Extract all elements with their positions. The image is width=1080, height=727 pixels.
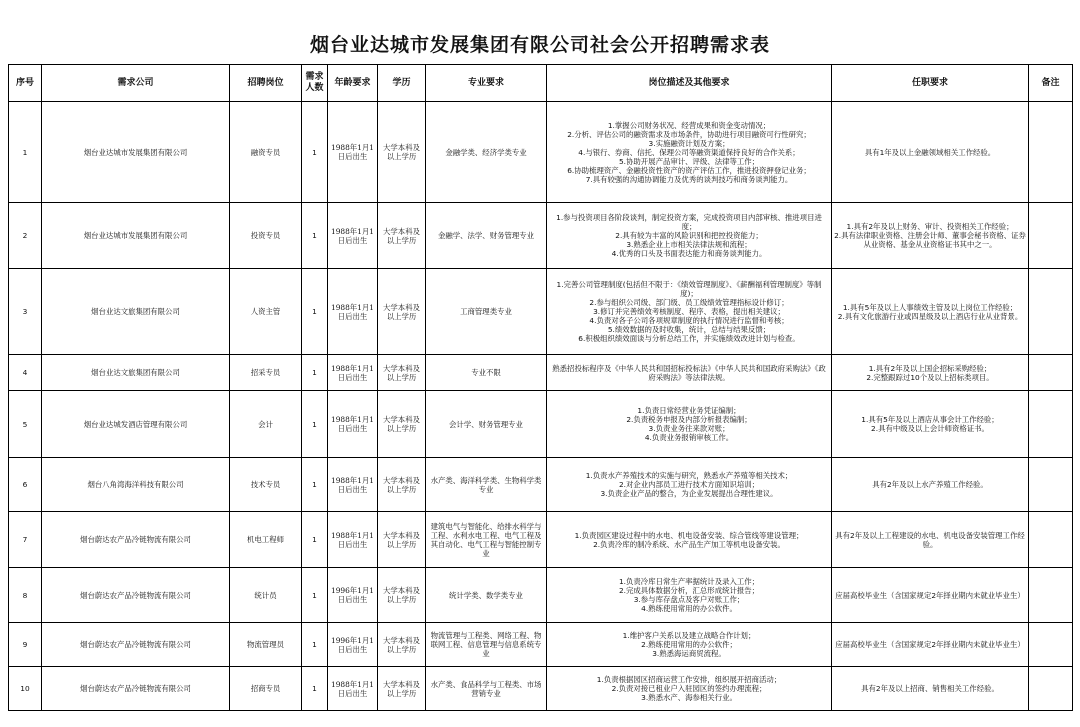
table-row xyxy=(9,458,1073,512)
row-age: 1988年1月1日后出生 xyxy=(328,458,378,512)
table-row xyxy=(9,391,1073,458)
header-age: 年龄要求 xyxy=(328,65,378,102)
row-count: 1 xyxy=(302,391,328,458)
row-education: 大学本科及以上学历 xyxy=(378,512,426,568)
row-count: 1 xyxy=(302,269,328,355)
description-line: 5.绩效数据的及时收集，统计，总结与结果反馈； xyxy=(607,325,771,334)
description-line: 6.协助梳理资产、金融投资性资产的资产评估工作，推进投资押登记业务； xyxy=(567,165,811,175)
row-company: 烟台业达文旅集团有限公司 xyxy=(42,355,230,391)
row-description xyxy=(547,355,832,391)
row-requirements xyxy=(832,391,1029,458)
row-count: 1 xyxy=(302,203,328,269)
header-remarks: 备注 xyxy=(1029,65,1073,102)
row-remarks xyxy=(1029,512,1073,568)
row-company: 烟台蔚达农产品冷链物流有限公司 xyxy=(42,667,230,711)
header-count: 需求人数 xyxy=(302,65,328,102)
row-age: 1988年1月1日后出生 xyxy=(328,667,378,711)
row-remarks xyxy=(1029,623,1073,667)
row-seq: 3 xyxy=(9,269,42,355)
description-line: 4.与银行、券商、信托、保理公司等融资渠道保持良好的合作关系； xyxy=(578,147,800,157)
row-company: 烟台业达城市发展集团有限公司 xyxy=(42,102,230,203)
row-description xyxy=(547,102,832,203)
row-education: 大学本科及以上学历 xyxy=(378,203,426,269)
requirement-line: 1.具有2年及以上国企招标采购经验； xyxy=(868,363,992,373)
row-requirements xyxy=(832,102,1029,203)
requirement-line: 2.具有文化旅游行业或四星级及以上酒店行业从业背景。 xyxy=(837,311,1023,321)
row-requirements xyxy=(832,568,1029,623)
row-company: 烟台业达城市发展集团有限公司 xyxy=(42,203,230,269)
row-position: 人资主管 xyxy=(230,269,302,355)
row-major: 工商管理类专业 xyxy=(426,269,547,355)
row-count: 1 xyxy=(302,623,328,667)
description-line: 4.负责业务报销审核工作。 xyxy=(644,433,734,442)
requirement-line: 具有2年及以上工程建设的水电、机电设备安装管理工作经验。 xyxy=(835,530,1025,549)
description-line: 1.负责园区建设过程中的水电、机电设备安装、综合管线等建设管理； xyxy=(574,530,804,540)
header-company: 需求公司 xyxy=(42,65,230,102)
table-row xyxy=(9,102,1073,203)
row-remarks xyxy=(1029,391,1073,458)
row-company: 烟台蔚达农产品冷链物流有限公司 xyxy=(42,623,230,667)
requirement-line: 应届高校毕业生（含国家规定2年择业期内未就业毕业生） xyxy=(835,590,1025,600)
row-education: 大学本科及以上学历 xyxy=(378,667,426,711)
row-seq: 9 xyxy=(9,623,42,667)
row-company: 烟台业达文旅集团有限公司 xyxy=(42,269,230,355)
row-requirements xyxy=(832,458,1029,512)
requirement-line: 1.具有2年及以上财务、审计、投资相关工作经验； xyxy=(846,222,1014,231)
row-major: 水产类、食品科学与工程类、市场营销专业 xyxy=(426,667,547,711)
requirement-line: 具有2年及以上招商、销售相关工作经验。 xyxy=(861,684,999,693)
table-body xyxy=(9,102,1073,711)
row-description xyxy=(547,568,832,623)
row-major: 物流管理与工程类、网络工程、物联网工程、信息管理与信息系统专业 xyxy=(426,623,547,667)
row-count: 1 xyxy=(302,458,328,512)
header-education: 学历 xyxy=(378,65,426,102)
row-education: 大学本科及以上学历 xyxy=(378,623,426,667)
row-age: 1988年1月1日后出生 xyxy=(328,203,378,269)
row-remarks xyxy=(1029,102,1073,203)
row-description xyxy=(547,512,832,568)
row-major: 统计学类、数学类专业 xyxy=(426,568,547,623)
table-row xyxy=(9,355,1073,391)
description-line: 2.负责冷库的制冷系统、水产品生产加工等机电设备安装。 xyxy=(593,539,785,549)
header-major: 专业要求 xyxy=(426,65,547,102)
description-line: 6.积极组织绩效面谈与分析总结工作，并实施绩效改进计划与检查。 xyxy=(578,334,800,343)
description-line: 1.完善公司管理制度(包括但不限于：《绩效管理制度》、《薪酬福利管理制度》等制度)； xyxy=(556,280,822,298)
description-line: 1.负责冷库日常生产率据统计及录入工作； xyxy=(618,577,760,586)
row-description xyxy=(547,203,832,269)
row-seq: 4 xyxy=(9,355,42,391)
requirement-line: 2.具有中级及以上会计师资格证书。 xyxy=(871,424,989,433)
row-requirements xyxy=(832,203,1029,269)
description-line: 2.分析、评估公司的融资需求及市场条件，协助进行项目融资可行性研究； xyxy=(567,129,811,139)
row-age: 1988年1月1日后出生 xyxy=(328,102,378,203)
row-count: 1 xyxy=(302,512,328,568)
row-major: 建筑电气与智能化、给排水科学与工程、水利水电工程、电气工程及其自动化、电气工程与智能控制专业 xyxy=(426,512,547,568)
row-age: 1988年1月1日后出生 xyxy=(328,512,378,568)
row-company: 烟台蔚达农产品冷链物流有限公司 xyxy=(42,512,230,568)
description-line: 3.负责业务往来款对账； xyxy=(648,424,730,433)
description-line: 4.优秀的口头及书面表达能力和商务谈判能力。 xyxy=(611,249,767,258)
row-education: 大学本科及以上学历 xyxy=(378,269,426,355)
table-row xyxy=(9,568,1073,623)
description-line: 1.维护客户关系以及建立战略合作计划； xyxy=(622,631,756,640)
description-line: 2.具有较为丰富的风险识别和把控投资能力； xyxy=(615,231,763,240)
requirement-line: 2.完整跟踪过10个及以上招标类项目。 xyxy=(866,372,994,382)
row-position: 招商专员 xyxy=(230,667,302,711)
row-count: 1 xyxy=(302,355,328,391)
header-description: 岗位描述及其他要求 xyxy=(547,65,832,102)
description-line: 1.参与投资项目各阶段谈判，制定投资方案，完成投资项目内部审核、推进项目进度； xyxy=(556,213,822,231)
row-count: 1 xyxy=(302,568,328,623)
table-row xyxy=(9,667,1073,711)
row-major: 金融学、法学、财务管理专业 xyxy=(426,203,547,269)
row-remarks xyxy=(1029,667,1073,711)
row-remarks xyxy=(1029,269,1073,355)
description-line: 4.负责对各子公司各项规章制度的执行情况进行监督和考核； xyxy=(589,316,789,325)
row-seq: 5 xyxy=(9,391,42,458)
row-seq: 2 xyxy=(9,203,42,269)
description-line: 2.参与组织公司级、部门级、员工级绩效管理指标设计修订； xyxy=(589,298,789,307)
description-line: 3.熟悉海运商贸流程。 xyxy=(652,649,726,658)
description-line: 2.完成具体数据分析，汇总形成统计报告； xyxy=(618,586,760,595)
row-position: 投资专员 xyxy=(230,203,302,269)
row-description xyxy=(547,269,832,355)
requirement-line: 具有1年及以上金融领域相关工作经验。 xyxy=(864,147,996,157)
row-position: 融资专员 xyxy=(230,102,302,203)
row-description xyxy=(547,391,832,458)
description-line: 2.熟练使用常用的办公软件； xyxy=(641,640,737,649)
row-remarks xyxy=(1029,203,1073,269)
header-row xyxy=(9,65,1073,102)
row-requirements xyxy=(832,623,1029,667)
row-position: 机电工程师 xyxy=(230,512,302,568)
description-line: 3.熟悉水产、海参相关行业。 xyxy=(641,693,737,702)
row-position: 技术专员 xyxy=(230,458,302,512)
row-age: 1988年1月1日后出生 xyxy=(328,269,378,355)
description-line: 1.负责日常经营业务凭证编制； xyxy=(637,406,741,415)
header-requirements: 任职要求 xyxy=(832,65,1029,102)
row-seq: 7 xyxy=(9,512,42,568)
recruitment-table xyxy=(8,64,1073,711)
description-line: 3.负责企业产品的整合，为企业发展提出合理性建议。 xyxy=(600,489,778,498)
row-major: 专业不限 xyxy=(426,355,547,391)
row-remarks xyxy=(1029,568,1073,623)
description-line: 熟悉招投标程序及《中华人民共和国招标投标法》《中华人民共和国政府采购法》《政府采购法》等法律法规。 xyxy=(552,363,826,382)
description-line: 4.熟练使用常用的办公软件。 xyxy=(641,604,737,613)
row-company: 烟台蔚达农产品冷链物流有限公司 xyxy=(42,568,230,623)
description-line: 5.协助开展产品审计、评级、法律等工作； xyxy=(618,156,760,166)
row-seq: 8 xyxy=(9,568,42,623)
description-line: 2.负责税务申报及内部分析报表编制； xyxy=(626,415,752,424)
row-remarks xyxy=(1029,458,1073,512)
table-row xyxy=(9,512,1073,568)
description-line: 3.实施融资计划及方案； xyxy=(648,138,730,148)
table-row xyxy=(9,203,1073,269)
row-seq: 6 xyxy=(9,458,42,512)
row-position: 会计 xyxy=(230,391,302,458)
requirement-line: 应届高校毕业生（含国家规定2年择业期内未就业毕业生） xyxy=(835,640,1025,649)
row-company: 烟台业达城发酒店管理有限公司 xyxy=(42,391,230,458)
requirement-line: 1.具有5年及以上酒店从事会计工作经验； xyxy=(861,415,999,424)
row-description xyxy=(547,623,832,667)
requirement-line: 1.具有5年及以上人事绩效主管及以上岗位工作经验； xyxy=(842,302,1018,312)
requirement-line: 2.具有法律职业资格、注册会计师、董事会秘书资格、证券从业资格、基金从业资格证书其中之一。 xyxy=(834,231,1026,249)
row-age: 1988年1月1日后出生 xyxy=(328,355,378,391)
row-description xyxy=(547,667,832,711)
description-line: 1.掌握公司财务状况、经营成果和资金变动情况； xyxy=(607,120,771,130)
row-major: 会计学、财务管理专业 xyxy=(426,391,547,458)
page-title: 烟台业达城市发展集团有限公司社会公开招聘需求表 xyxy=(309,34,770,56)
row-remarks xyxy=(1029,355,1073,391)
description-line: 3.参与库存盘点及客户对账工作； xyxy=(633,595,745,604)
row-position: 物流管理员 xyxy=(230,623,302,667)
header-position: 招聘岗位 xyxy=(230,65,302,102)
requirement-line: 具有2年及以上水产养殖工作经验。 xyxy=(872,480,988,489)
description-line: 2.对企业内部员工进行技术方面知识培训； xyxy=(618,480,760,489)
row-requirements xyxy=(832,512,1029,568)
description-line: 3.修订并完善绩效考核制度、程序、表格，提出相关建议； xyxy=(593,307,785,316)
row-position: 统计员 xyxy=(230,568,302,623)
row-count: 1 xyxy=(302,102,328,203)
row-requirements xyxy=(832,355,1029,391)
description-line: 2.负责对接已租业户入驻园区的签约办理流程； xyxy=(611,684,767,693)
row-company: 烟台八角湾海洋科技有限公司 xyxy=(42,458,230,512)
description-line: 1.负责水产养殖技术的实施与研究，熟悉水产养殖等相关技术； xyxy=(585,471,793,480)
header-seq: 序号 xyxy=(9,65,42,102)
table-row xyxy=(9,269,1073,355)
row-age: 1988年1月1日后出生 xyxy=(328,391,378,458)
row-education: 大学本科及以上学历 xyxy=(378,391,426,458)
table-row xyxy=(9,623,1073,667)
description-line: 3.熟悉企业上市相关法律法规和流程； xyxy=(626,240,752,249)
row-requirements xyxy=(832,667,1029,711)
row-major: 水产类、海洋科学类、生物科学类专业 xyxy=(426,458,547,512)
row-description xyxy=(547,458,832,512)
row-major: 金融学类、经济学类专业 xyxy=(426,102,547,203)
row-age: 1996年1月1日后出生 xyxy=(328,623,378,667)
row-position: 招采专员 xyxy=(230,355,302,391)
row-education: 大学本科及以上学历 xyxy=(378,102,426,203)
description-line: 1.负责根据园区招商运营工作安排，组织展开招商活动； xyxy=(596,675,782,684)
row-education: 大学本科及以上学历 xyxy=(378,568,426,623)
description-line: 7.具有较强的沟通协调能力及优秀的谈判技巧和商务谈判能力。 xyxy=(585,174,793,184)
row-education: 大学本科及以上学历 xyxy=(378,355,426,391)
row-requirements xyxy=(832,269,1029,355)
row-seq: 1 xyxy=(9,102,42,203)
row-seq: 10 xyxy=(9,667,42,711)
row-age: 1996年1月1日后出生 xyxy=(328,568,378,623)
row-count: 1 xyxy=(302,667,328,711)
row-education: 大学本科及以上学历 xyxy=(378,458,426,512)
